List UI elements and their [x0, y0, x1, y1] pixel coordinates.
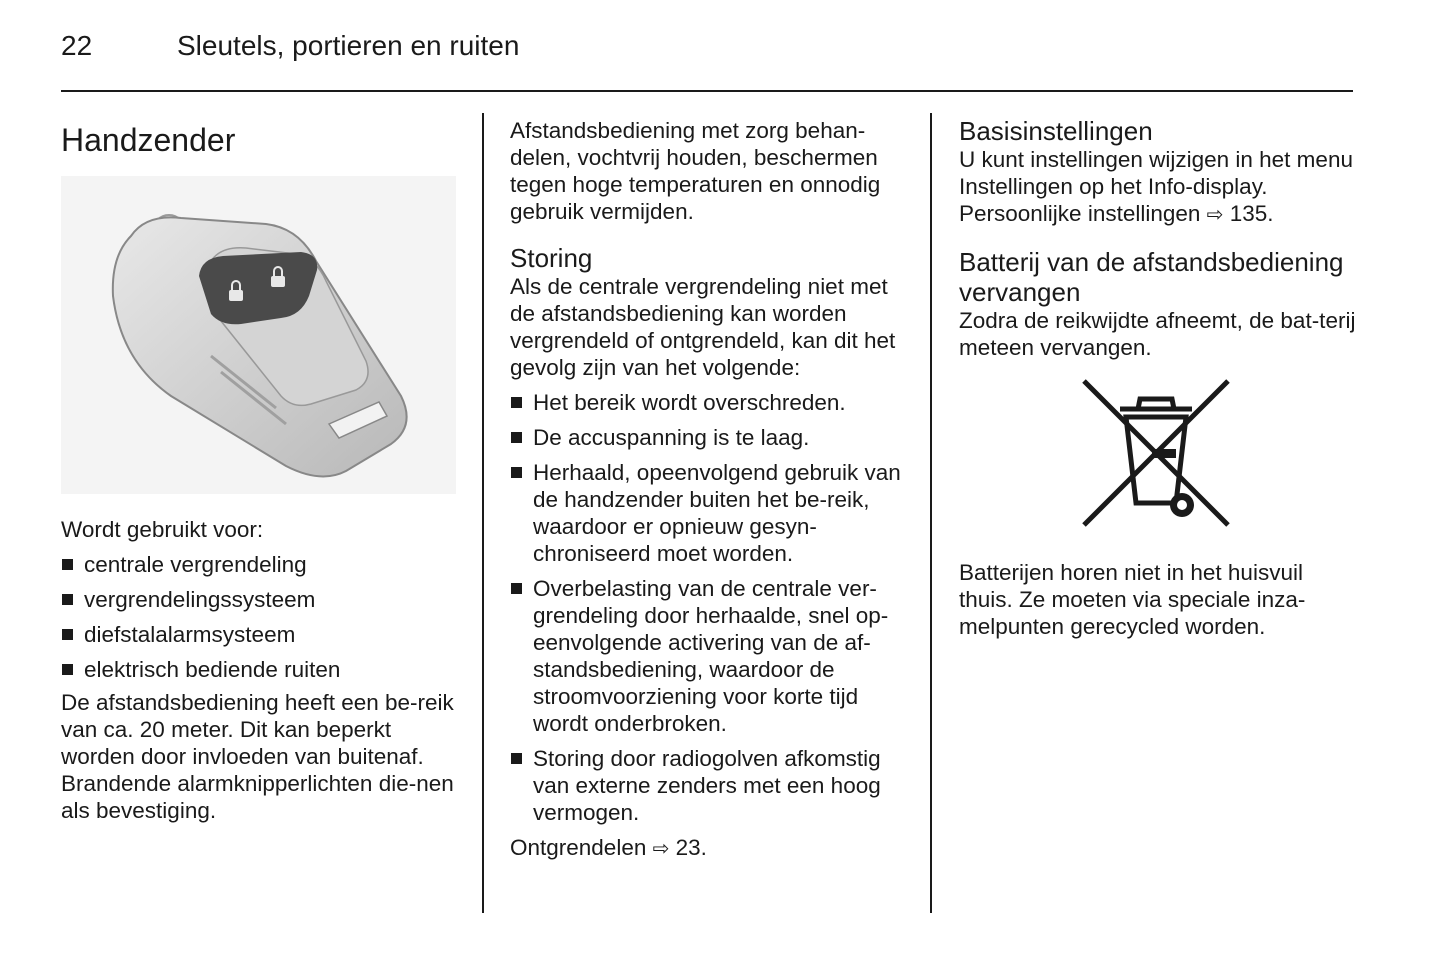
uses-intro: Wordt gebruikt voor:: [61, 517, 264, 542]
section-heading-storing: Storing: [510, 243, 593, 273]
list-item: elektrisch bediende ruiten: [61, 656, 461, 683]
list-item: Overbelasting van de centrale ver-grendeling door herhaalde, snel op-eenvolgende activering van de af-standsbediening, waardoor de stroomvoorziening voor korte tijd wordt onderbroken.: [510, 575, 910, 737]
column-3: [959, 112, 1359, 640]
personal-settings-label: Persoonlijke instellingen: [959, 201, 1201, 226]
list-item: Het bereik wordt overschreden.: [510, 389, 910, 416]
section-heading-batterij: Batterij van de afstandsbediening vervangen: [959, 247, 1344, 307]
list-item: centrale vergrendeling: [61, 551, 461, 578]
fault-intro: Als de centrale vergrendeling niet met de afstandsbediening kan worden vergrendeld of ontgrendeld, kan dit het gevolg zijn van het volgende:: [510, 274, 896, 380]
personal-settings-page[interactable]: 135.: [1229, 201, 1274, 226]
section-heading-basisinstellingen: Basisinstellingen: [959, 116, 1153, 146]
crossed-out-bin-icon: [1078, 377, 1234, 529]
chapter-title: Sleutels, portieren en ruiten: [177, 30, 520, 61]
column-divider-1: [482, 113, 484, 913]
unlock-ref-page[interactable]: 23.: [675, 835, 707, 860]
list-item: diefstalalarmsysteem: [61, 621, 461, 648]
column-1: [61, 112, 461, 824]
battery-paragraph: Zodra de reikwijdte afneemt, de bat-terij meteen vervangen.: [959, 308, 1356, 360]
section-heading-handzender: Handzender: [61, 122, 236, 158]
list-item: Herhaald, opeenvolgend gebruik van de handzender buiten het be-reik, waardoor er opnieuw gesyn-chroniseerd moet worden.: [510, 459, 910, 567]
page-number: 22: [61, 30, 93, 61]
column-2: [510, 112, 910, 863]
arrow-right-icon: ⇨: [652, 838, 670, 860]
unlock-reference: [510, 834, 910, 863]
uses-list: [61, 551, 461, 683]
care-paragraph: Afstandsbediening met zorg behan-delen, vochtvrij houden, beschermen tegen hoge temperaturen en onnodig gebruik vermijden.: [510, 118, 881, 224]
unlock-ref-label: Ontgrendelen: [510, 835, 647, 860]
arrow-right-icon: ⇨: [1206, 204, 1224, 226]
disposal-paragraph: Batterijen horen niet in het huisvuil thuis. Ze moeten via speciale inza-melpunten gerecycled worden.: [959, 560, 1306, 639]
header-divider: [61, 90, 1353, 92]
column-divider-2: [930, 113, 932, 913]
list-item: vergrendelingssysteem: [61, 586, 461, 613]
fault-list: [510, 389, 910, 826]
personal-settings-reference: [959, 200, 1359, 229]
remote-key-icon: [61, 176, 456, 494]
basic-settings-paragraph: U kunt instellingen wijzigen in het menu Instellingen op het Info-display.: [959, 147, 1353, 199]
list-item: Storing door radiogolven afkomstig van externe zenders met een hoog vermogen.: [510, 745, 910, 826]
remote-key-illustration: [61, 176, 456, 494]
crossed-bin-symbol: [1078, 377, 1359, 535]
list-item: De accuspanning is te laag.: [510, 424, 910, 451]
range-paragraph: De afstandsbediening heeft een be-reik van ca. 20 meter. Dit kan beperkt worden door invloeden van buitenaf. Brandende alarmknipperlichten die-nen als bevestiging.: [61, 690, 454, 823]
